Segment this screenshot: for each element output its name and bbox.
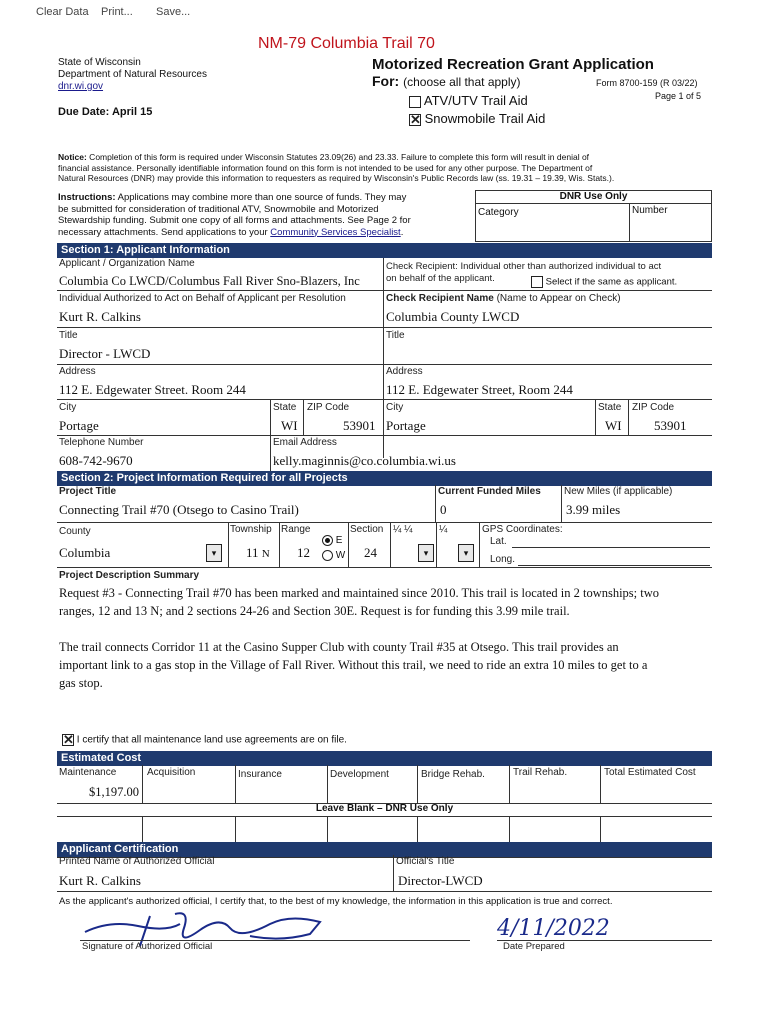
org-name-field[interactable]: Columbia Co LWCD/Columbus Fall River Sno-Blazers, Inc (59, 274, 360, 288)
direction-west-radio[interactable]: W (322, 550, 345, 561)
officials-title-field[interactable]: Director-LWCD (398, 873, 483, 888)
quarter-label: ¼ (439, 524, 448, 535)
range-field[interactable]: 12 (297, 545, 310, 560)
instructions-label: Instructions: (58, 192, 116, 203)
recipient-city-field[interactable]: Portage (386, 418, 426, 433)
cost-bridge-rehab-label: Bridge Rehab. (421, 769, 485, 780)
recipient-zip-label: ZIP Code (632, 402, 675, 413)
cost-maintenance-field[interactable]: $1,197.00 (89, 785, 139, 799)
long-label: Long. (490, 554, 516, 565)
check-recipient-name-field[interactable]: Columbia County LWCD (386, 309, 520, 324)
authorized-individual-field[interactable]: Kurt R. Calkins (59, 309, 141, 324)
recipient-state-field[interactable]: WI (605, 418, 622, 433)
project-title-field[interactable]: Connecting Trail #70 (Otsego to Casino Trail) (59, 502, 299, 517)
cost-acquisition-label: Acquisition (147, 767, 196, 778)
current-funded-miles-label: Current Funded Miles (438, 486, 541, 497)
city-label: City (59, 402, 77, 413)
agency-department: Department of Natural Resources (58, 69, 207, 80)
project-title-label: Project Title (59, 486, 117, 497)
recipient-city-label: City (386, 402, 404, 413)
long-field[interactable] (518, 565, 710, 566)
printed-name-field[interactable]: Kurt R. Calkins (59, 873, 141, 888)
lat-field[interactable] (512, 547, 710, 548)
city-field[interactable]: Portage (59, 418, 99, 433)
same-as-applicant-label: Select if the same as applicant. (545, 276, 678, 288)
county-label: County (59, 526, 91, 537)
cost-trail-rehab-label: Trail Rehab. (513, 767, 568, 778)
check-recipient-text: Check Recipient: Individual other than authorized individual to act (386, 261, 662, 272)
project-summary-field[interactable]: Request #3 - Connecting Trail #70 has been marked and maintained since 2010. This trail is located in 2 townships; two ranges, 12 and 13 N; and 2 sections 24-26 and Section 30E. Request is for funding this 3.99 mile trail. The trail connects Corridor 11 at the Casino Supper Club with county Trail #35 at Otsego. This trail provides an important link to a gas stop in the Village of Fall River. Without this trail, we need to ride an extra 10 miles to get to a gas stop. (59, 586, 660, 690)
phone-field[interactable]: 608-742-9670 (59, 453, 133, 468)
dnr-use-title: DNR Use Only (476, 191, 711, 204)
cost-total-label: Total Estimated Cost (604, 767, 696, 778)
option-atv[interactable] (409, 93, 528, 108)
township-label: Township (230, 524, 272, 535)
agency-state: State of Wisconsin (58, 57, 141, 68)
atv-label: ATV/UTV Trail Aid (423, 93, 528, 108)
for-label: For: (372, 73, 400, 89)
form-number: Form 8700-159 (R 03/22) (596, 78, 698, 88)
project-summary-label: Project Description Summary (59, 570, 200, 581)
certify-agreements-checkbox[interactable] (62, 734, 74, 746)
recipient-state-label: State (598, 402, 622, 413)
quarter-dropdown[interactable]: ▾ (458, 544, 474, 562)
gps-label: GPS Coordinates: (482, 524, 563, 535)
certify-agreements-label: I certify that all maintenance land use agreements are on file. (76, 734, 347, 746)
county-field[interactable]: Columbia (59, 545, 111, 560)
due-date: Due Date: April 15 (58, 106, 153, 118)
zip-label: ZIP Code (307, 402, 350, 413)
signature-label: Signature of Authorized Official (82, 941, 213, 952)
same-as-applicant[interactable] (531, 276, 677, 288)
agency-block (58, 57, 207, 93)
dnr-category-label: Category (478, 207, 519, 218)
section2-header: Section 2: Project Information Required for all Projects (57, 471, 712, 486)
save-button[interactable]: Save... (156, 6, 191, 18)
section-label: Section (350, 524, 384, 535)
email-field[interactable]: kelly.maginnis@co.columbia.wi.us (273, 453, 456, 468)
recipient-address-field[interactable]: 112 E. Edgewater Street, Room 244 (386, 382, 573, 397)
clear-data-button[interactable]: Clear Data (36, 6, 89, 18)
county-dropdown-button[interactable]: ▾ (206, 544, 222, 562)
print-button[interactable]: Print... (101, 6, 133, 18)
recipient-title-label: Title (386, 330, 405, 341)
authorized-individual-label: Individual Authorized to Act on Behalf of Applicant per Resolution (59, 293, 346, 304)
recipient-zip-field[interactable]: 53901 (654, 418, 687, 433)
leave-blank-note: Leave Blank – DNR Use Only (315, 803, 454, 814)
org-name-label: Applicant / Organization Name (59, 258, 195, 269)
notice-text: Notice: Completion of this form is required under Wisconsin Statutes 23.09(26) and 23.33. Failure to complete this form will result in denial of financial assistance. Personally identifiable information found on this form is not intended to be used for any other purpose. The Department of Natural Resources (DNR) may provide this information to requesters as required by Wisconsin's Public Records law (ss. 19.31 – 19.39, Wis. Stats.). (58, 152, 615, 183)
email-label: Email Address (273, 437, 337, 448)
applicant-certification-header: Applicant Certification (57, 842, 712, 857)
cost-insurance-label: Insurance (238, 769, 282, 780)
printed-name-label: Printed Name of Authorized Official (59, 856, 215, 867)
lat-label: Lat. (490, 536, 507, 547)
dnr-number-label: Number (632, 205, 668, 216)
for-line (372, 73, 521, 89)
direction-east-radio[interactable]: E (322, 535, 342, 546)
notice-label: Notice: (58, 152, 87, 162)
state-label: State (273, 402, 297, 413)
quarter-quarter-dropdown[interactable]: ▾ (418, 544, 434, 562)
new-miles-field[interactable]: 3.99 miles (566, 502, 621, 517)
quarter-quarter-label: ¼ ¼ (393, 524, 413, 535)
zip-field[interactable]: 53901 (343, 418, 376, 433)
address-field[interactable]: 112 E. Edgewater Street. Room 244 (59, 382, 246, 397)
estimated-cost-header: Estimated Cost (57, 751, 712, 766)
page-number: Page 1 of 5 (655, 91, 702, 101)
cost-development-label: Development (330, 769, 389, 780)
section1-header: Section 1: Applicant Information (57, 243, 712, 258)
certification-statement: As the applicant's authorized official, I certify that, to the best of my knowledge, the information in this application is true and correct. (59, 896, 613, 907)
officials-title-label: Official's Title (396, 856, 455, 867)
certify-agreements[interactable] (62, 734, 347, 746)
section-field[interactable]: 24 (364, 545, 377, 560)
dnr-use-box (475, 190, 712, 242)
option-snowmobile[interactable] (409, 111, 545, 126)
address-label: Address (59, 366, 96, 377)
community-services-link[interactable]: Community Services Specialist (270, 226, 401, 238)
cost-maintenance-label: Maintenance (59, 767, 117, 778)
snowmobile-label: Snowmobile Trail Aid (424, 111, 546, 126)
phone-label: Telephone Number (59, 437, 144, 448)
same-as-applicant-checkbox[interactable] (531, 276, 543, 288)
range-label: Range (281, 524, 311, 535)
date-prepared-label: Date Prepared (503, 941, 565, 952)
title-label: Title (59, 330, 78, 341)
state-field[interactable]: WI (281, 418, 298, 433)
check-recipient-name-label: Check Recipient Name (Name to Appear on Check) (386, 293, 621, 304)
title-field[interactable]: Director - LWCD (59, 346, 151, 361)
township-field[interactable]: 11 N (246, 545, 270, 560)
agency-url-link[interactable]: dnr.wi.gov (58, 81, 104, 92)
new-miles-label: New Miles (if applicable) (564, 486, 673, 497)
for-hint: (choose all that apply) (403, 75, 521, 89)
handwritten-title: NM-79 Columbia Trail 70 (258, 35, 435, 52)
current-funded-miles-field[interactable]: 0 (440, 502, 447, 517)
atv-checkbox[interactable] (409, 96, 421, 108)
snowmobile-checkbox[interactable] (409, 114, 421, 126)
date-prepared-field[interactable]: 4/11/2022 (497, 916, 610, 941)
form-title: Motorized Recreation Grant Application (372, 56, 654, 73)
check-recipient-text-2: on behalf of the applicant. (386, 273, 495, 284)
recipient-address-label: Address (386, 366, 423, 377)
instructions-text: Instructions: Applications may combine more than one source of funds. They may be submitted for consideration of traditional ATV, Snowmobile and Motorized Stewardship funding. Submit one copy of all forms and attachments. See Page 2 for necessary attachments. Send applications to your Community Services Specialist. (58, 192, 411, 238)
